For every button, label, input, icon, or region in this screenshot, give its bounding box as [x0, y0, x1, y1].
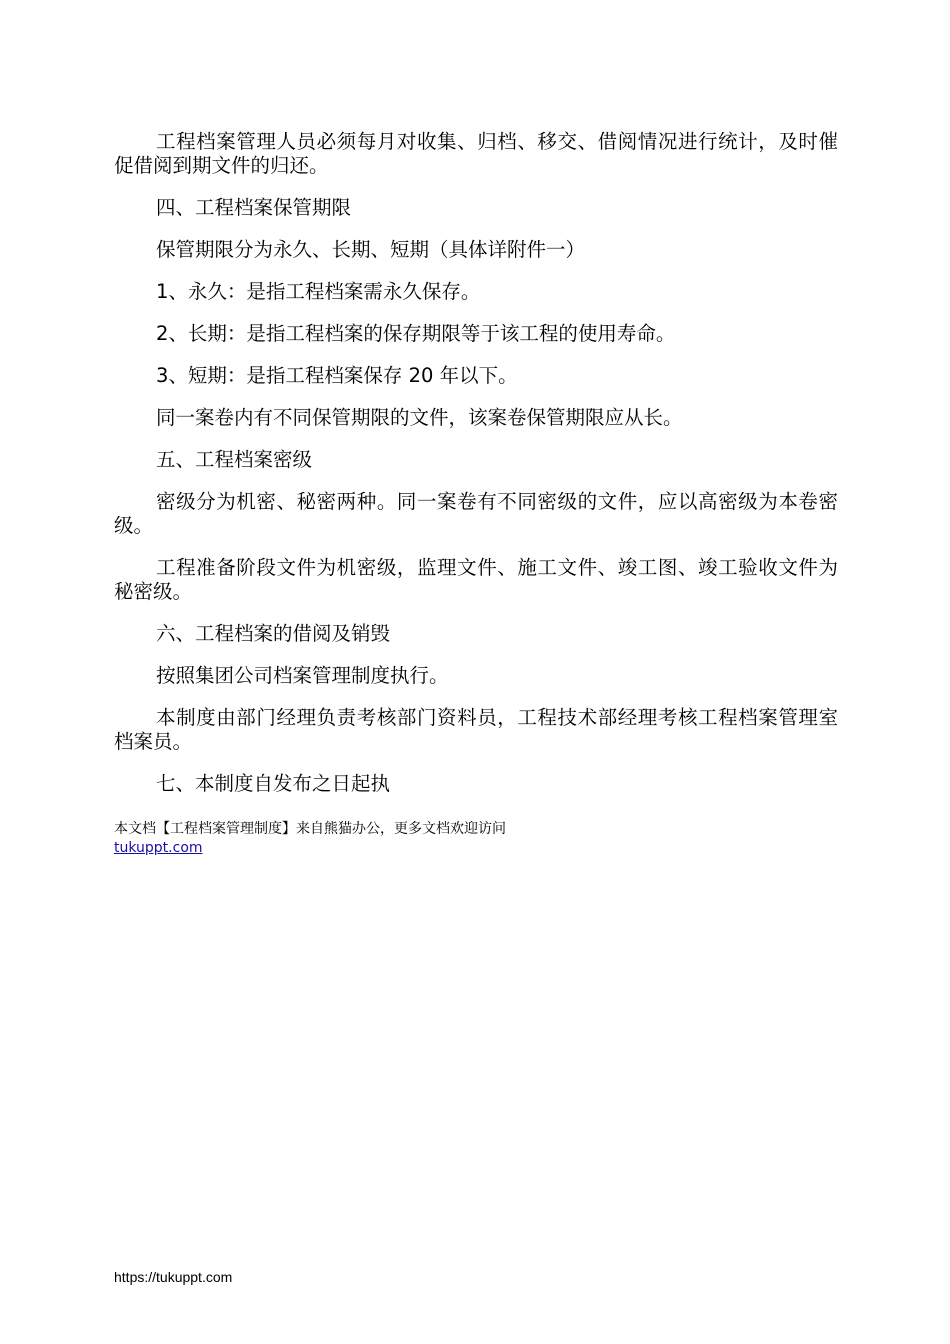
paragraph-borrow-rule: 按照集团公司档案管理制度执行。	[156, 664, 449, 687]
document-body	[114, 130, 838, 814]
source-link[interactable]: tukuppt.com	[114, 840, 203, 856]
list-item-short-term: 3、短期：是指工程档案保存 20 年以下。	[156, 364, 518, 387]
source-note-text: 本文档【工程档案管理制度】来自熊猫办公，更多文档欢迎访问	[114, 821, 506, 837]
paragraph-security-classification: 工程准备阶段文件为机密级，监理文件、施工文件、竣工图、竣工验收文件为秘密级。	[114, 556, 838, 603]
paragraph-statistics: 工程档案管理人员必须每月对收集、归档、移交、借阅情况进行统计，及时催促借阅到期文件的归还。	[114, 130, 838, 177]
paragraph-retention-types: 保管期限分为永久、长期、短期（具体详附件一）	[156, 238, 586, 261]
list-item-long-term: 2、长期：是指工程档案的保存期限等于该工程的使用寿命。	[156, 322, 676, 345]
heading-retention-period: 四、工程档案保管期限	[156, 196, 352, 219]
page-url-footer: https://tukuppt.com	[114, 1269, 233, 1285]
heading-security-level: 五、工程档案密级	[156, 448, 313, 471]
heading-borrow-destroy: 六、工程档案的借阅及销毁	[156, 622, 391, 645]
heading-effective-date: 七、本制度自发布之日起执	[156, 772, 391, 795]
paragraph-mixed-retention: 同一案卷内有不同保管期限的文件，该案卷保管期限应从长。	[156, 406, 683, 429]
paragraph-assessment: 本制度由部门经理负责考核部门资料员，工程技术部经理考核工程档案管理室档案员。	[114, 706, 838, 753]
source-note	[114, 820, 506, 858]
paragraph-security-types: 密级分为机密、秘密两种。同一案卷有不同密级的文件，应以高密级为本卷密级。	[114, 490, 838, 537]
list-item-permanent: 1、永久：是指工程档案需永久保存。	[156, 280, 481, 303]
